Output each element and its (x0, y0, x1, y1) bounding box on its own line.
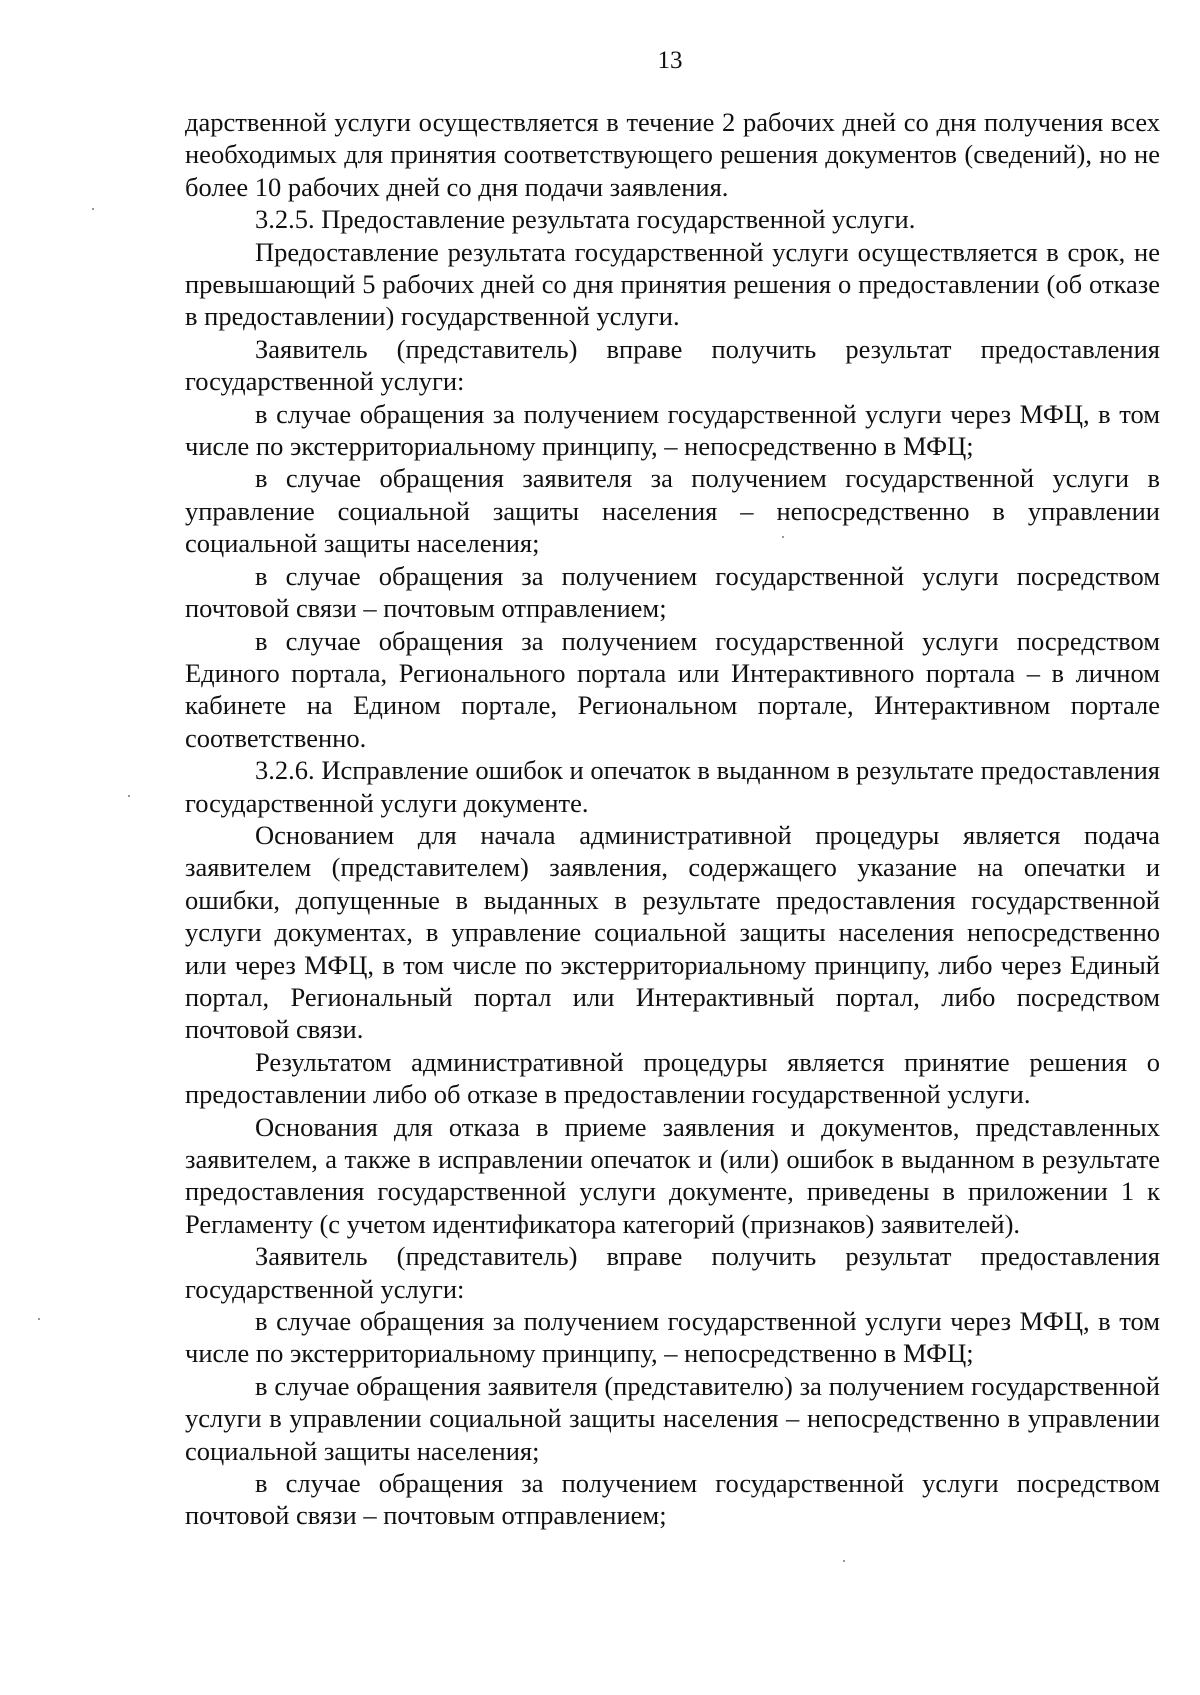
paragraph: Предоставление результата государственной услуги осуществляется в срок, не превышающий 5 рабочих дней со дня принятия решения о предоставлении (об отказе в предоставлении) государственной услуги. (185, 236, 1160, 332)
scan-speck (92, 208, 94, 210)
list-item: в случае обращения за получением государственной услуги через МФЦ, в том числе по экстерриториальному принципу, – непосредственно в МФЦ; (185, 398, 1160, 462)
scan-speck (38, 1318, 40, 1320)
list-item: в случае обращения заявителя (представителю) за получением государственной услуги в управлении социальной защиты населения – непосредственно в управлении социальной защиты населения; (185, 1370, 1160, 1466)
scan-speck (843, 1560, 845, 1562)
list-item: в случае обращения заявителя за получением государственной услуги в управление социальной защиты населения – непосредственно в управлении социальной защиты населения; (185, 463, 1160, 559)
list-item: в случае обращения за получением государственной услуги посредством почтовой связи – почтовым отправлением; (185, 560, 1160, 624)
list-item: в случае обращения за получением государственной услуги посредством Единого портала, Регионального портала или Интерактивного портала – в личном кабинете на Едином портале, Региональном портале, Интерактивном портале соответственно. (185, 625, 1160, 753)
section-heading-3-2-5: 3.2.5. Предоставление результата государственной услуги. (255, 204, 916, 235)
list-item: в случае обращения за получением государственной услуги посредством почтовой связи – почтовым отправлением; (185, 1468, 1160, 1531)
list-item: в случае обращения за получением государственной услуги через МФЦ, в том числе по экстерриториальному принципу, – непосредственно в МФЦ; (185, 1306, 1160, 1369)
scan-speck (782, 536, 784, 538)
section-heading-3-2-6: 3.2.6. Исправление ошибок и опечаток в выданном в результате предоставления государственной услуги документе. (185, 755, 1160, 818)
paragraph: Основанием для начала административной процедуры является подача заявителем (представителем) заявления, содержащего указание на опечатки и ошибки, допущенные в выданных в результате предоставления государственной услуги документах, в управление социальной защиты населения непосредственно или через МФЦ, в том числе по экстерриториальному принципу, либо через Единый портал, Региональный портал или Интерактивный портал, либо посредством почтовой связи. (185, 819, 1160, 1045)
paragraph: Результатом административной процедуры является принятие решения о предоставлении либо об отказе в предоставлении государственной услуги. (185, 1046, 1160, 1110)
paragraph: Заявитель (представитель) вправе получить результат предоставления государственной услуги: (185, 333, 1160, 397)
paragraph-continuation: дарственной услуги осуществляется в течение 2 рабочих дней со дня получения всех необходимых для принятия соответствующего решения документов (сведений), но не более 10 рабочих дней со дня подачи заявления. (185, 107, 1160, 202)
document-body (185, 106, 1160, 1532)
paragraph: Основания для отказа в приеме заявления и документов, представленных заявителем, а также в исправлении опечаток и (или) ошибок в выданном в результате предоставления государственной услуги документе, приведены в приложении 1 к Регламенту (с учетом идентификатора категорий (признаков) заявителей). (185, 1111, 1160, 1239)
page-number: 13 (657, 47, 683, 74)
paragraph: Заявитель (представитель) вправе получить результат предоставления государственной услуги: (185, 1241, 1160, 1304)
scan-speck (128, 795, 130, 797)
